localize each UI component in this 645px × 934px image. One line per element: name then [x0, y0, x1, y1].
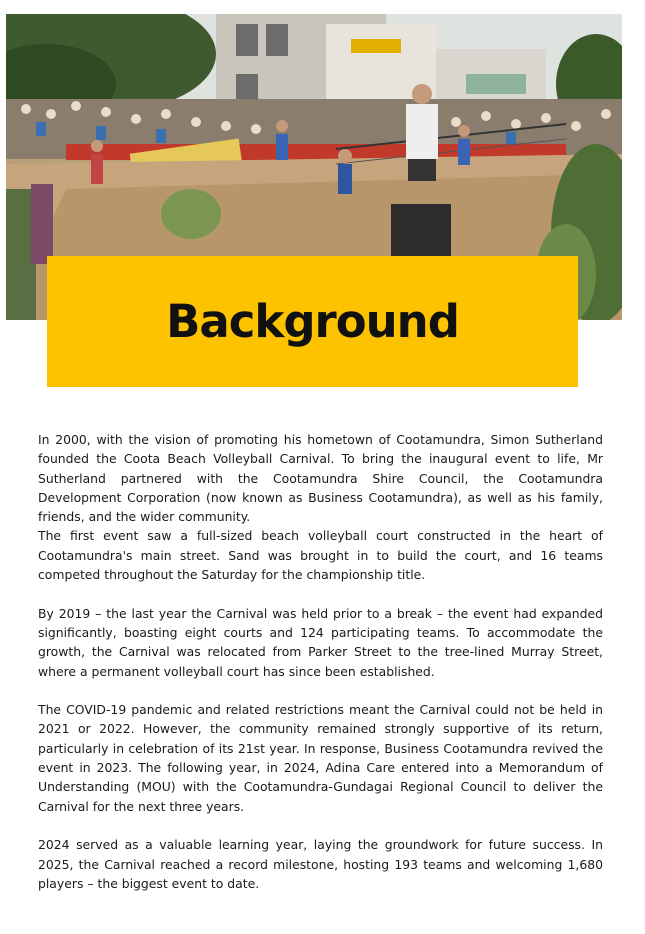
- section-title: Background: [166, 295, 459, 348]
- section-title-banner: [47, 256, 578, 387]
- paragraph-first-event: The first event saw a full-sized beach volleyball court constructed in the heart of Cootamundra's main street. Sand was brought in to build the court, and 16 teams competed throughout the Saturday for the championship title.: [38, 528, 603, 583]
- paragraph-2024-2025: 2024 served as a valuable learning year, laying the groundwork for future success. In 2025, the Carnival reached a record milestone, hosting 193 teams and welcoming 1,680 players – the biggest event to date.: [38, 837, 603, 891]
- background-body: [38, 430, 603, 893]
- paragraph-founding: In 2000, with the vision of promoting his hometown of Cootamundra, Simon Sutherland founded the Coota Beach Volleyball Carnival. To bring the inaugural event to life, Mr Sutherland partnered with the Cootamundra Shire Council, the Cootamundra Development Corporation (now known as Business Cootamundra), as well as his family, friends, and the wider community.: [38, 432, 603, 525]
- paragraph-2019: By 2019 – the last year the Carnival was held prior to a break – the event had expanded significantly, boasting eight courts and 124 participating teams. To accommodate the growth, the Carnival was relocated from Parker Street to the tree-lined Murray Street, where a permanent volleyball court has since been established.: [38, 605, 603, 679]
- paragraph-covid: The COVID-19 pandemic and related restrictions meant the Carnival could not be held in 2021 or 2022. However, the community remained strongly supportive of its return, particularly in celebration of its 21st year. In response, Business Cootamundra revived the event in 2023. The following year, in 2024, Adina Care entered into a Memorandum of Understanding (MOU) with the Cootamundra-Gundagai Regional Council to deliver the Carnival for the next three years.: [38, 702, 603, 814]
